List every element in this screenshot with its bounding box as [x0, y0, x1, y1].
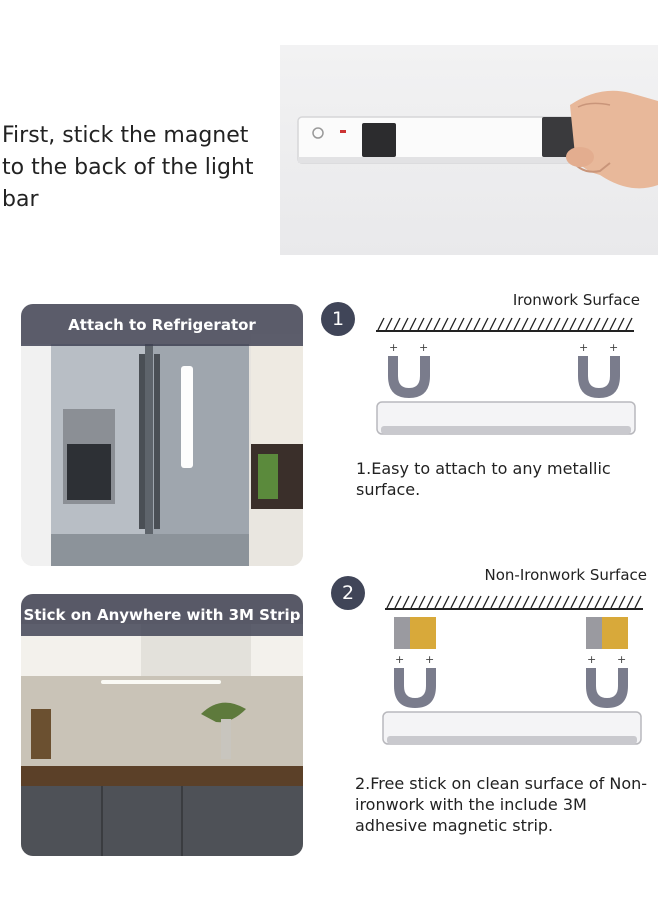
ironwork-surface-line	[376, 318, 634, 331]
svg-text:+: +	[389, 341, 399, 354]
magnet-attach-illustration	[280, 45, 658, 255]
ironwork-surface-label: Ironwork Surface	[512, 291, 640, 309]
svg-text:+: +	[419, 341, 429, 354]
magnet-right-1-icon	[578, 341, 620, 398]
magnet-left-1-icon	[388, 341, 430, 398]
refrigerator-panel	[21, 304, 303, 566]
intro-instruction: First, stick the magnet to the back of the light bar	[2, 123, 254, 212]
magnet-attach-photo	[280, 45, 658, 255]
magnet-right-2-icon	[586, 653, 628, 708]
svg-text:+: +	[395, 653, 405, 666]
non-ironwork-surface-label: Non-Ironwork Surface	[484, 566, 647, 584]
svg-text:+: +	[587, 653, 597, 666]
step-2-caption: 2.Free stick on clean surface of Non- ironwork with the include 3M adhesive magnetic strip.	[355, 774, 648, 835]
svg-text:+: +	[617, 653, 627, 666]
step-2-badge: 2	[331, 576, 365, 610]
light-bar-1-icon	[377, 402, 635, 434]
svg-text:+: +	[425, 653, 435, 666]
kitchen-panel	[21, 594, 303, 856]
kitchen-panel-title: Stick on Anywhere with 3M Strip	[21, 594, 303, 636]
refrigerator-panel-title: Attach to Refrigerator	[21, 304, 303, 346]
step-1-caption: 1.Easy to attach to any metallic surface.	[356, 459, 611, 499]
step-1-badge: 1	[321, 302, 355, 336]
svg-text:+: +	[579, 341, 589, 354]
svg-text:+: +	[609, 341, 619, 354]
magnet-left-2-icon	[394, 653, 436, 708]
tape-right-icon	[586, 617, 628, 649]
tape-left-icon	[394, 617, 436, 649]
light-bar-2-icon	[383, 712, 641, 744]
non-ironwork-surface-line	[385, 596, 643, 609]
